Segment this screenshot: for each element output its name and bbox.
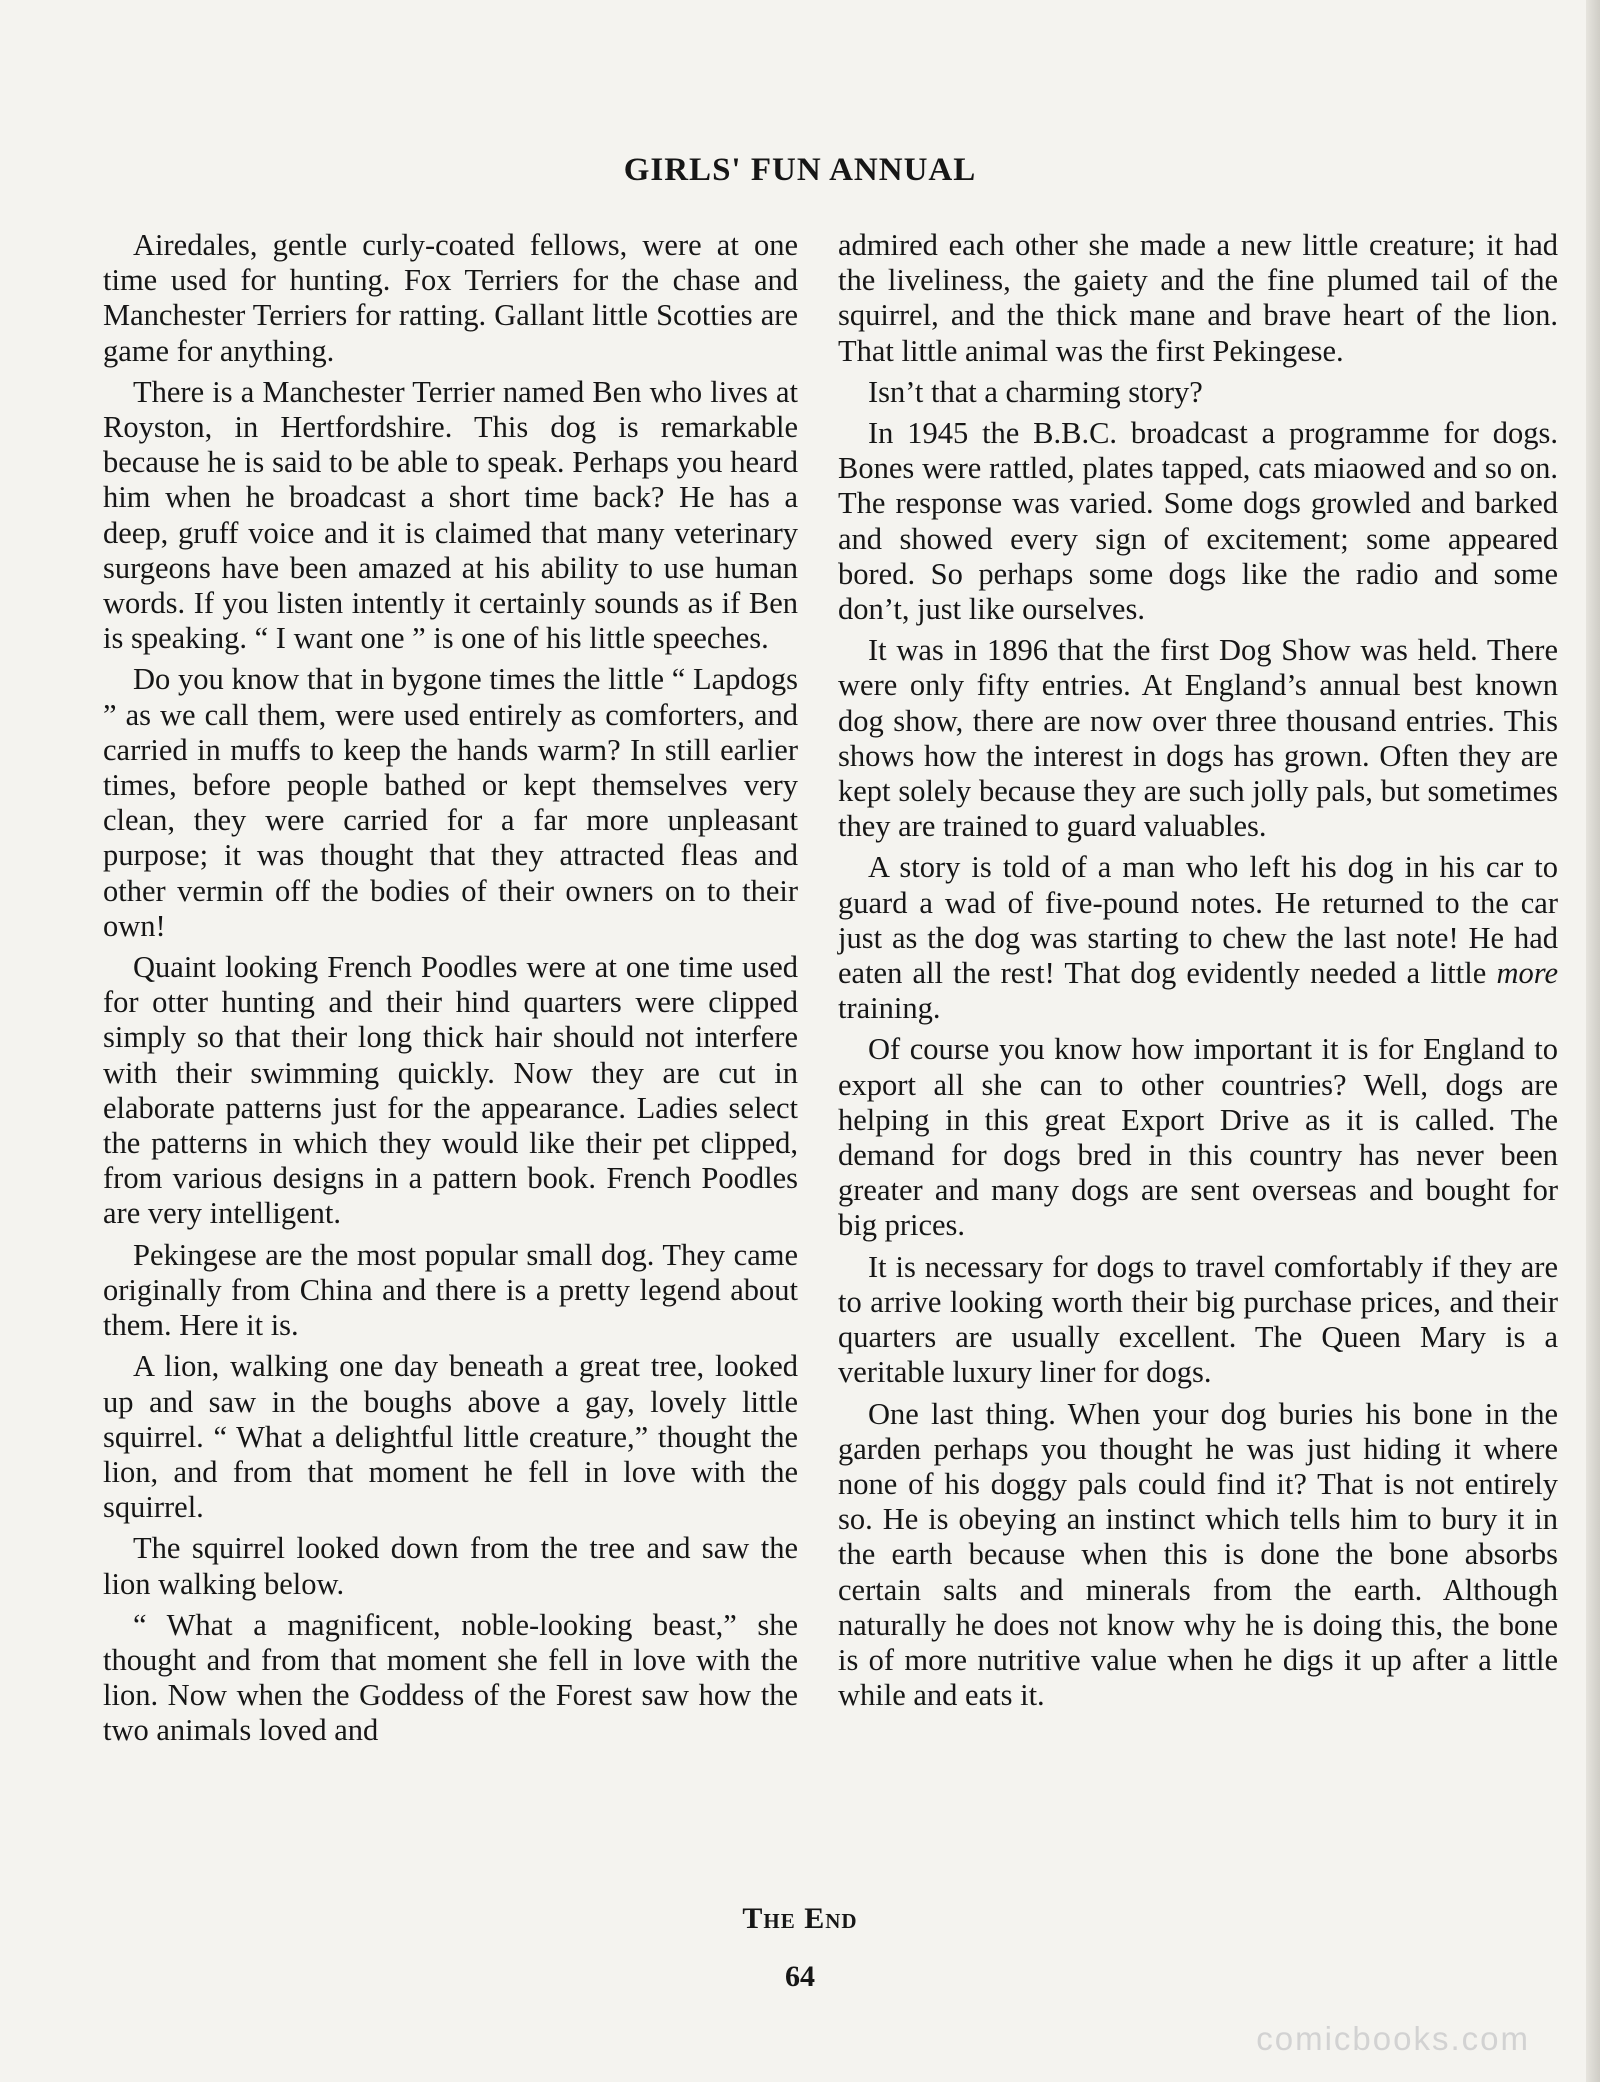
text-before-italic: A story is told of a man who left his dog in his car to guard a wad of five-pound notes. He returned to the car just as the dog was starting to chew the last note! He had eaten all the rest! That dog evidently needed a little — [838, 850, 1558, 991]
running-head: GIRLS' FUN ANNUAL — [623, 152, 977, 188]
paragraph-charming-story: Isn’t that a charming story? — [868, 374, 1203, 409]
right-column — [838, 228, 1558, 1719]
left-column — [103, 228, 798, 1755]
paragraph-travel-comfortably: It is necessary for dogs to travel comfortably if they are to arrive looking worth their big purchase prices, and their quarters are usually excellent. The Queen Mary is a veritable luxury liner for dogs. — [838, 1249, 1558, 1390]
paragraph-magnificent-beast: “ What a magnificent, noble-looking beast,” she thought and from that moment she fell in love with the lion. Now when the Goddess of the Forest saw how the two animals loved and — [103, 1607, 798, 1748]
page-number: 64 — [785, 1960, 815, 1993]
paragraph-export-drive: Of course you know how important it is for England to export all she can to other countries? Well, dogs are helping in this great Export Drive as it is called. The demand for dogs bred in this country has never been greater and many dogs are sent overseas and bought for big prices. — [838, 1032, 1558, 1243]
paragraph-squirrel: The squirrel looked down from the tree and saw the lion walking below. — [103, 1531, 798, 1601]
paragraph-continuation: admired each other she made a new little creature; it had the liveliness, the gaiety and the fine plumed tail of the squirrel, and the thick mane and brave heart of the lion. That little animal was the first Pekingese. — [838, 228, 1558, 368]
paragraph-pekingese: Pekingese are the most popular small dog. They came originally from China and there is a pretty legend about them. Here it is. — [103, 1237, 798, 1343]
paragraph-airedales: Airedales, gentle curly-coated fellows, were at one time used for hunting. Fox Terriers for the chase and Manchester Terriers for ratting. Gallant little Scotties are game for anything. — [103, 228, 798, 368]
page-edge — [1586, 0, 1600, 2082]
watermark: comicbooks.com — [1256, 2020, 1530, 2057]
paragraph-manchester-terrier-ben: There is a Manchester Terrier named Ben who lives at Royston, in Hertfordshire. This dog is remarkable because he is said to be able to speak. Perhaps you heard him when he broadcast a short time back? He has a deep, gruff voice and it is claimed that many veterinary surgeons have been amazed at his ability to use human words. If you listen intently it certainly sounds as if Ben is speaking. “ I want one ” is one of his little speeches. — [103, 374, 798, 656]
the-end-label: The End — [742, 1902, 858, 1935]
paragraph-buries-bone: One last thing. When your dog buries his bone in the garden perhaps you thought he was just hiding it where none of his doggy pals could find it? That is not entirely so. He is obeying an instinct which tells him to bury it in the earth because when this is done the bone absorbs certain salts and minerals from the earth. Although naturally he does not know why he is doing this, the bone is of more nutritive value when he digs it up after a little while and eats it. — [838, 1396, 1558, 1713]
paragraph-bbc-broadcast: In 1945 the B.B.C. broadcast a programme for dogs. Bones were rattled, plates tapped, cats miaowed and so on. The response was varied. Some dogs growled and barked and showed every sign of excitement; some appeared bored. So perhaps some dogs like the radio and some don’t, just like ourselves. — [838, 416, 1558, 627]
paragraph-french-poodles: Quaint looking French Poodles were at one time used for otter hunting and their hind quarters were clipped simply so that their long thick hair should not interfere with their swimming quickly. Now they are cut in elaborate patterns just for the appearance. Ladies select the patterns in which they would like their pet clipped, from various designs in a pattern book. French Poodles are very intelligent. — [103, 950, 798, 1231]
paragraph-lion: A lion, walking one day beneath a great tree, looked up and saw in the boughs above a gay, lovely little squirrel. “ What a delightful little creature,” thought the lion, and from that moment he fell in love with the squirrel. — [103, 1349, 798, 1525]
text-after-italic: training. — [838, 991, 941, 1026]
italic-word: more — [1496, 956, 1559, 991]
paragraph-lapdogs: Do you know that in bygone times the little “ Lapdogs ” as we call them, were used entirely as comforters, and carried in muffs to keep the hands warm? In still earlier times, before people bathed or kept themselves very clean, they were carried for a far more unpleasant purpose; it was thought that they attracted fleas and other vermin off the bodies of their owners on to their own! — [103, 662, 798, 943]
paragraph-dog-show: It was in 1896 that the first Dog Show was held. There were only fifty entries. At England’s annual best known dog show, there are now over three thousand entries. This shows how the interest in dogs has grown. Often they are kept solely because they are such jolly pals, but sometimes they are trained to guard valuables. — [838, 633, 1558, 844]
paragraph-five-pound-notes — [838, 850, 1558, 1026]
